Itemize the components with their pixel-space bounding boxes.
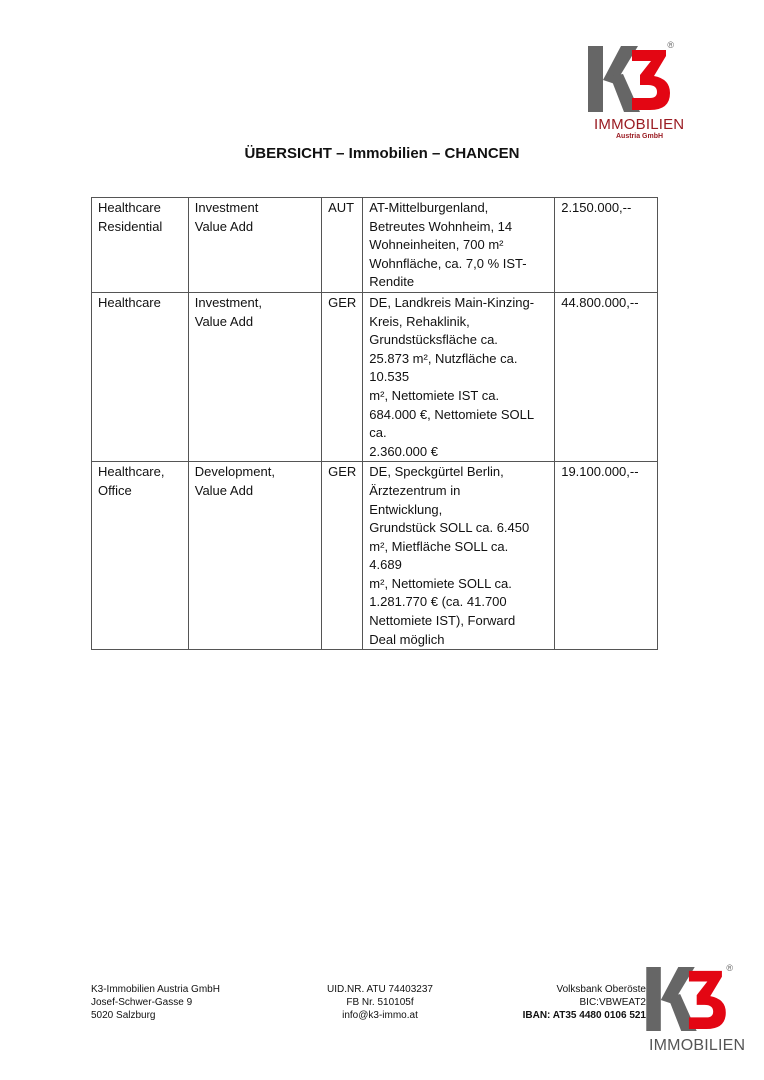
footer-bank: [470, 983, 646, 1022]
footer-register-number: FB Nr. 510105f: [346, 997, 414, 1008]
category-cell: Healthcare, Office: [92, 462, 189, 650]
k3-logo: [588, 40, 685, 144]
table-row: [92, 198, 658, 293]
category-cell: Healthcare Residential: [92, 198, 189, 293]
country-cell: AUT: [322, 198, 363, 293]
k3-logo-mark-icon: [588, 46, 672, 112]
description-cell: DE, Landkreis Main-Kinzing- Kreis, Rehaklinik, Grundstücksfläche ca. 25.873 m², Nutzfläche ca. 10.535 m², Nettomiete IST ca. 684.000 €, Nettomiete SOLL ca. 2.360.000 €: [363, 292, 555, 461]
page-title: ÜBERSICHT – Immobilien – CHANCEN: [244, 145, 520, 162]
country-cell: GER: [322, 292, 363, 461]
logo-word: IMMOBILIEN: [594, 116, 685, 133]
footer-bic: BIC:VBWEAT2: [579, 997, 646, 1008]
description-cell: AT-Mittelburgenland, Betreutes Wohnheim, 14 Wohneinheiten, 700 m² Wohnfläche, ca. 7,0 % IST- Rendite: [363, 198, 555, 293]
footer-registration: [300, 983, 460, 1022]
price-cell: 44.800.000,--: [555, 292, 658, 461]
type-cell: Investment, Value Add: [188, 292, 321, 461]
logo-subtitle: Austria GmbH: [616, 133, 664, 140]
footer-iban: IBAN: AT35 4480 0106 521: [522, 1010, 646, 1021]
footer-vat-id: UID.NR. ATU 74403237: [327, 984, 433, 995]
footer-street: Josef-Schwer-Gasse 9: [91, 997, 193, 1008]
table-row: [92, 292, 658, 461]
footer-bank-name: Volksbank Oberöste: [556, 984, 646, 995]
price-cell: 2.150.000,--: [555, 198, 658, 293]
footer-company: [91, 983, 220, 1022]
price-cell: 19.100.000,--: [555, 462, 658, 650]
table-row: [92, 462, 658, 650]
description-cell: DE, Speckgürtel Berlin, Ärztezentrum in Entwicklung, Grundstück SOLL ca. 6.450 m², Mietfläche SOLL ca. 4.689 m², Nettomiete SOLL ca. 1.281.770 € (ca. 41.700 Nettomiete IST), Forward Deal möglich: [363, 462, 555, 650]
country-cell: GER: [322, 462, 363, 650]
registered-mark: ®: [667, 40, 674, 50]
type-cell: Investment Value Add: [188, 198, 321, 293]
footer-city: 5020 Salzburg: [91, 1010, 156, 1021]
k3-footer-logo: [645, 963, 746, 1058]
footer-company-name: K3-Immobilien Austria GmbH: [91, 984, 220, 995]
type-cell: Development, Value Add: [188, 462, 321, 650]
registered-mark: ®: [726, 963, 733, 973]
category-cell: Healthcare: [92, 292, 189, 461]
logo-word: IMMOBILIEN: [649, 1037, 746, 1054]
footer-email: info@k3-immo.at: [342, 1010, 418, 1021]
opportunities-table: [91, 197, 658, 650]
k3-logo-mark-icon: [645, 967, 729, 1031]
